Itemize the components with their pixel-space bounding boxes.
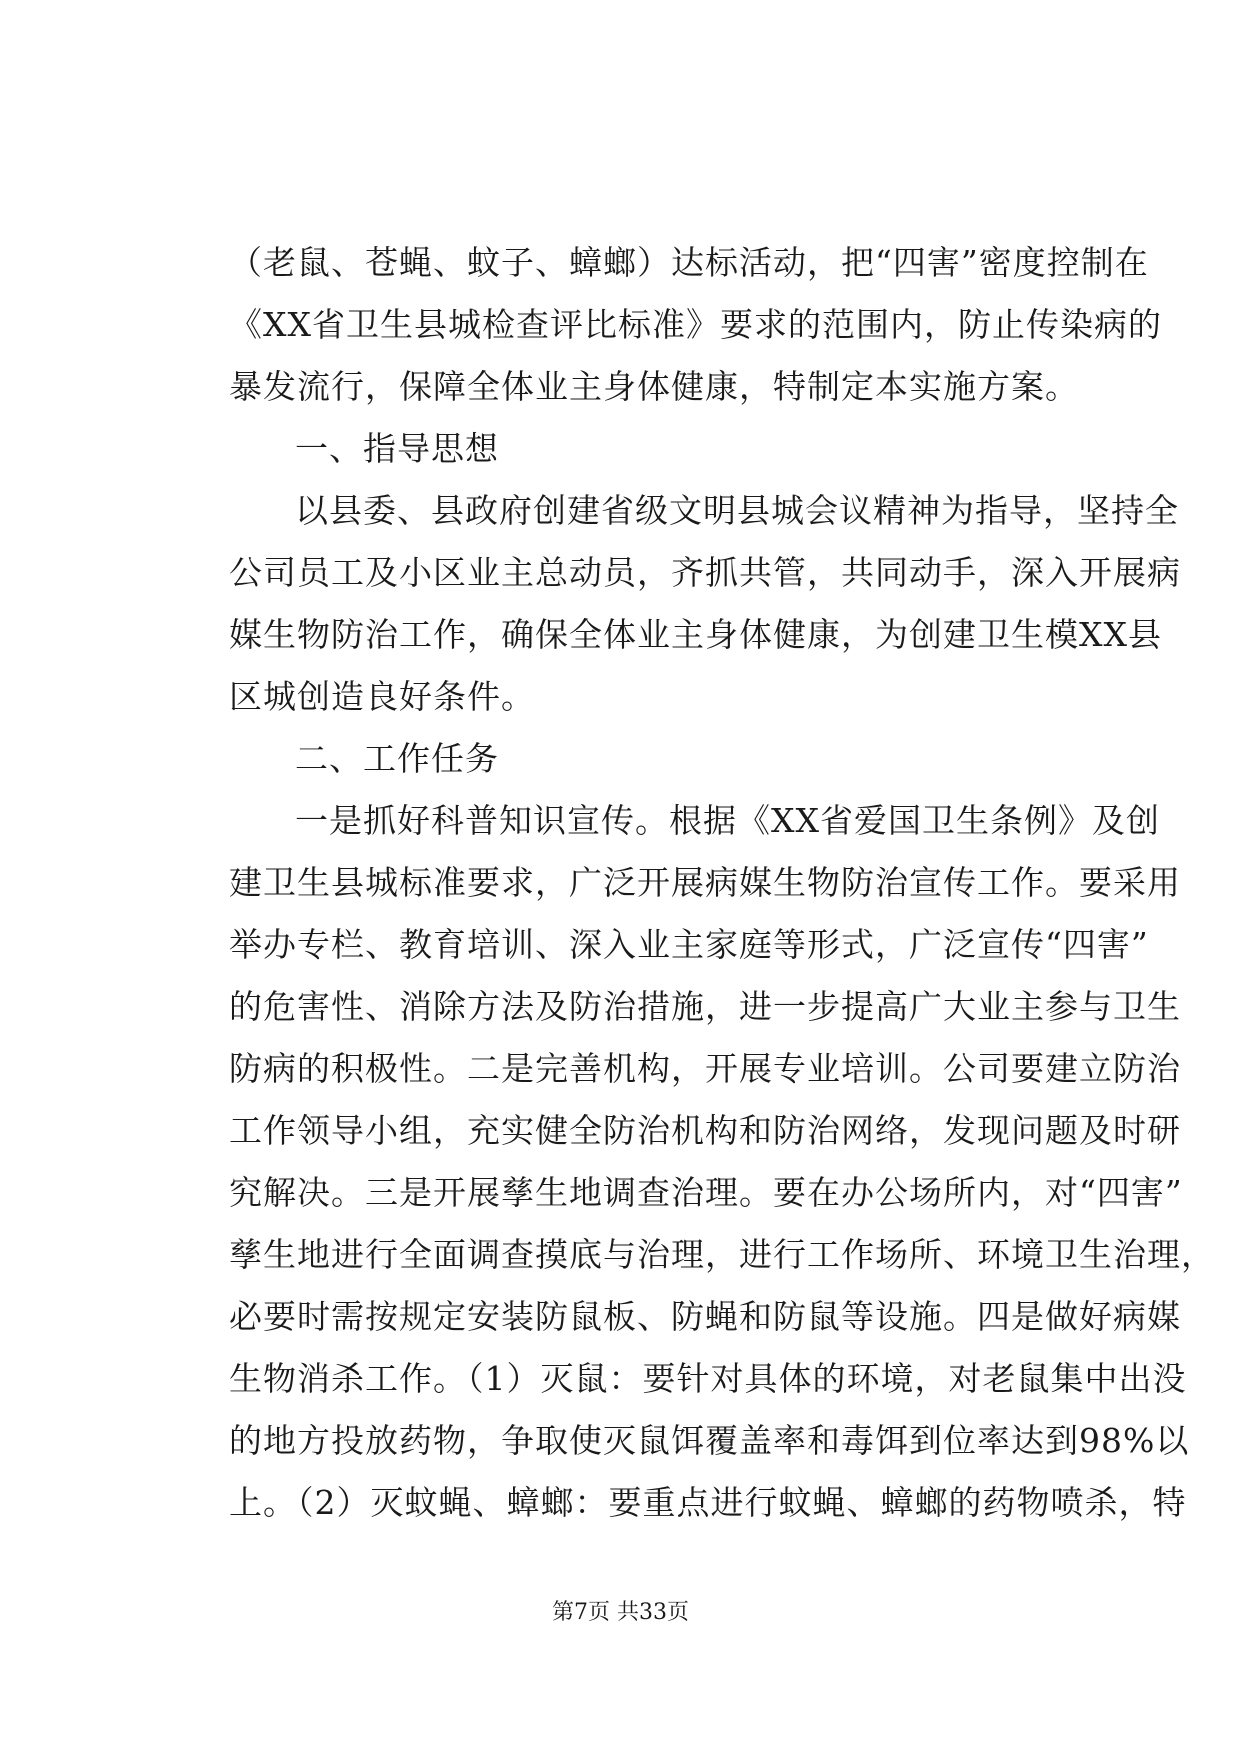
text-line: 以县委、县政府创建省级文明县城会议精神为指导，坚持全 (295, 491, 1179, 530)
body-text (229, 232, 1215, 1534)
text-line: 的地方投放药物，争取使灭鼠饵覆盖率和毒饵到位率达到98%以 (229, 1421, 1190, 1460)
text-line: 孳生地进行全面调查摸底与治理，进行工作场所、环境卫生治理， (229, 1235, 1215, 1274)
text-line: 究解决。三是开展孳生地调查治理。要在办公场所内，对“四害” (229, 1173, 1183, 1212)
text-line: 举办专栏、教育培训、深入业主家庭等形式，广泛宣传“四害” (229, 925, 1149, 964)
text-line: 一是抓好科普知识宣传。根据《XX省爱国卫生条例》及创 (295, 801, 1160, 840)
text-line: 公司员工及小区业主总动员，齐抓共管，共同动手，深入开展病 (229, 553, 1181, 592)
text-line: 工作领导小组，充实健全防治机构和防治网络，发现问题及时研 (229, 1111, 1181, 1150)
text-line: 必要时需按规定安装防鼠板、防蝇和防鼠等设施。四是做好病媒 (229, 1297, 1181, 1336)
text-line: 建卫生县城标准要求，广泛开展病媒生物防治宣传工作。要采用 (229, 863, 1181, 902)
section-heading: 二、工作任务 (295, 739, 499, 778)
text-line: 媒生物防治工作，确保全体业主身体健康，为创建卫生模XX县 (229, 615, 1162, 654)
text-line: 生物消杀工作。（1）灭鼠：要针对具体的环境，对老鼠集中出没 (229, 1359, 1187, 1398)
page-number: 第7页 共33页 (552, 1600, 689, 1625)
text-line: 上。（2）灭蚊蝇、蟑螂：要重点进行蚊蝇、蟑螂的药物喷杀，特 (229, 1483, 1187, 1522)
section-heading: 一、指导思想 (295, 429, 499, 468)
text-line: 区城创造良好条件。 (229, 677, 535, 716)
text-line: 暴发流行，保障全体业主身体健康，特制定本实施方案。 (229, 367, 1079, 406)
text-line: 防病的积极性。二是完善机构，开展专业培训。公司要建立防治 (229, 1049, 1181, 1088)
text-line: （老鼠、苍蝇、蚊子、蟑螂）达标活动，把“四害”密度控制在 (229, 243, 1149, 282)
text-line: 《XX省卫生县城检查评比标准》要求的范围内，防止传染病的 (229, 305, 1162, 344)
text-line: 的危害性、消除方法及防治措施，进一步提高广大业主参与卫生 (229, 987, 1181, 1026)
